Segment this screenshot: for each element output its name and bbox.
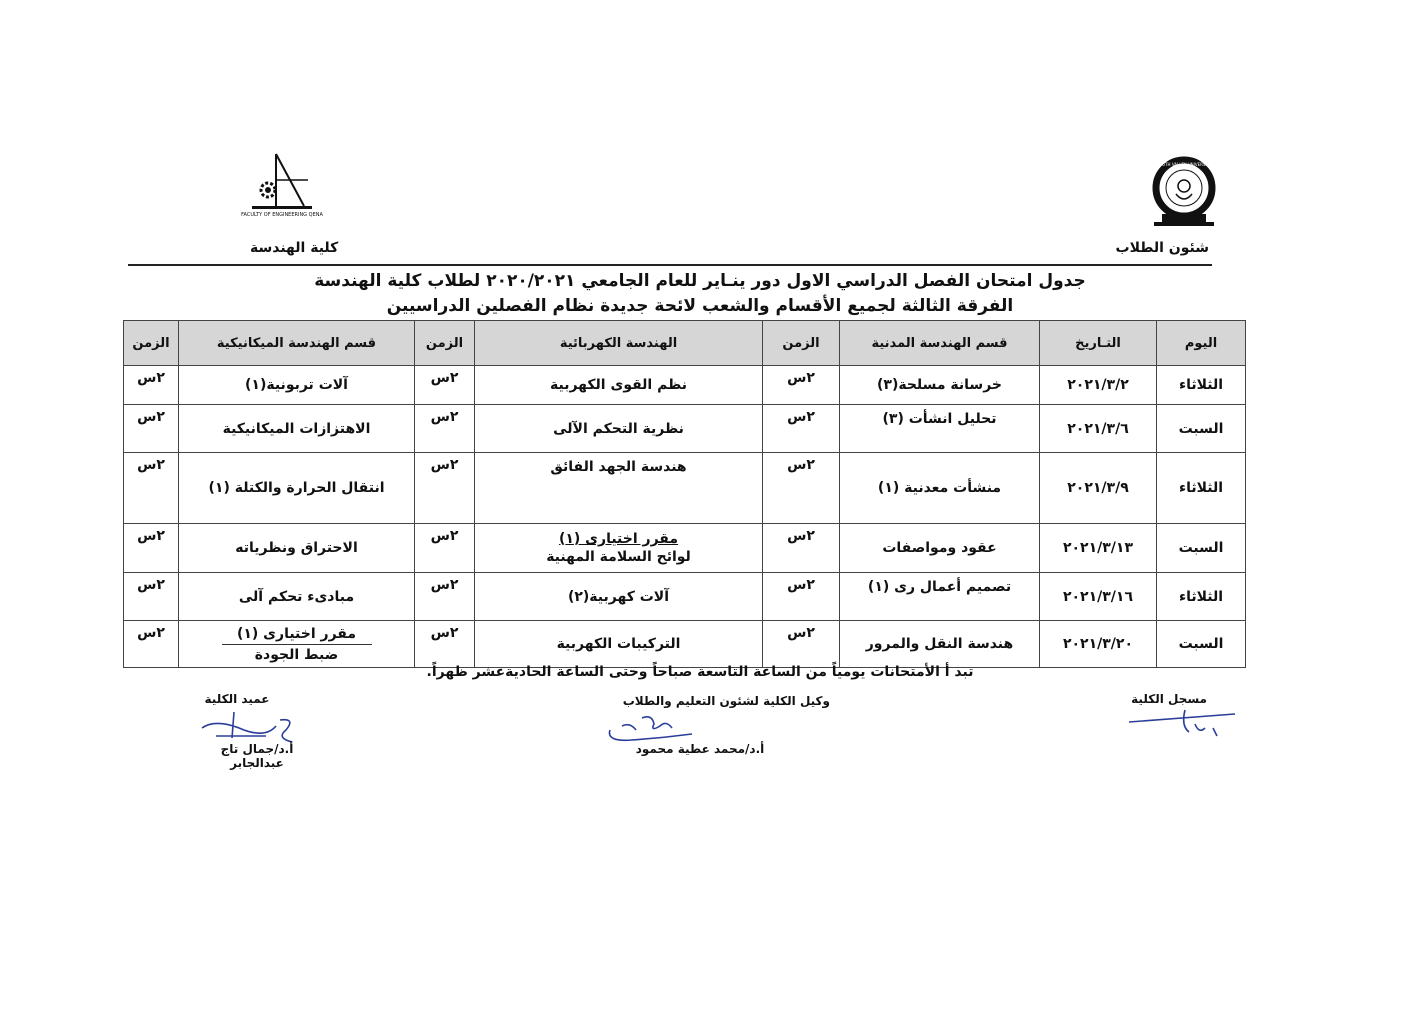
cell-date: ٢٠٢١/٣/٢ (1040, 366, 1157, 405)
cell-mechanical: مبادىء تحكم آلى (179, 573, 415, 621)
cell-electrical (475, 524, 763, 573)
cell-civil: منشأت معدنية (١) (840, 453, 1040, 524)
cell-duration: ٢س (124, 453, 179, 524)
table-header-row (124, 321, 1246, 366)
header-divider (128, 264, 1212, 266)
cell-date: ٢٠٢١/٣/٩ (1040, 453, 1157, 524)
cell-date: ٢٠٢١/٣/٦ (1040, 405, 1157, 453)
cell-duration: ٢س (415, 573, 475, 621)
exam-time-note: تبد أ الأمتحانات يومياً من الساعة التاسعة صباحاً وحتى الساعة الحاديةعشر ظهراً. (426, 664, 974, 680)
cell-mechanical: انتقال الحرارة والكتلة (١) (179, 453, 415, 524)
cell-civil: عقود ومواصفات (840, 524, 1040, 573)
cell-duration: ٢س (763, 405, 840, 453)
cell-duration: ٢س (415, 405, 475, 453)
table-row (124, 405, 1246, 453)
cell-civil: خرسانة مسلحة(٣) (840, 366, 1040, 405)
cell-civil: تحليل انشأت (٣) (840, 405, 1040, 453)
cell-duration: ٢س (124, 524, 179, 573)
cell-electrical: آلات كهربية(٢) (475, 573, 763, 621)
cell-mechanical: الاهتزازات الميكانيكية (179, 405, 415, 453)
header-civil: قسم الهندسة المدنية (840, 321, 1040, 366)
cell-electrical: التركيبات الكهربية (475, 621, 763, 668)
header-duration: الزمن (763, 321, 840, 366)
registrar-signature (1125, 706, 1241, 742)
document-subtitle: الفرقة الثالثة لجميع الأقسام والشعب لائحة جديدة نظام الفصلين الدراسيين (386, 296, 1014, 316)
cell-day: السبت (1157, 621, 1246, 668)
cell-day: السبت (1157, 524, 1246, 573)
table-row (124, 366, 1246, 405)
faculty-logo (241, 150, 323, 222)
cell-duration: ٢س (124, 366, 179, 405)
elective-course-label: مقرر اختيارى (١) (236, 625, 357, 642)
cell-date: ٢٠٢١/٣/١٣ (1040, 524, 1157, 573)
cell-day: الثلاثاء (1157, 366, 1246, 405)
elective-course-name: لوائح السلامة المهنية (546, 549, 691, 565)
cell-date: ٢٠٢١/٣/٢٠ (1040, 621, 1157, 668)
elective-course-label: مقرر اختيارى (١) (558, 531, 679, 547)
cell-duration: ٢س (124, 621, 179, 668)
registrar-title: مسجل الكلية (1131, 692, 1207, 706)
cell-day: السبت (1157, 405, 1246, 453)
university-logo (1146, 156, 1222, 234)
exam-schedule-table (123, 320, 1246, 668)
cell-day: الثلاثاء (1157, 573, 1246, 621)
cell-date: ٢٠٢١/٣/١٦ (1040, 573, 1157, 621)
cell-mechanical (179, 621, 415, 668)
university-logo-caption: SOUTH VALLEY UNIVERSITY (1156, 162, 1212, 167)
vice-dean-name: أ.د/محمد عطية محمود (635, 742, 765, 756)
student-affairs-label: شئون الطلاب (1115, 240, 1209, 256)
table-row (124, 621, 1246, 668)
table-row (124, 453, 1246, 524)
vice-dean-signature (602, 712, 698, 746)
cell-duration: ٢س (763, 573, 840, 621)
cell-electrical: هندسة الجهد الفائق (475, 453, 763, 524)
header-duration: الزمن (124, 321, 179, 366)
header-date: التـاريخ (1040, 321, 1157, 366)
cell-mechanical: آلات تربونية(١) (179, 366, 415, 405)
cell-electrical: نظم القوى الكهربية (475, 366, 763, 405)
cell-duration: ٢س (763, 366, 840, 405)
cell-duration: ٢س (415, 453, 475, 524)
dean-title: عميد الكلية (204, 692, 270, 706)
elective-course-name: ضبط الجودة (254, 646, 339, 663)
cell-divider-line (222, 644, 372, 645)
cell-civil: هندسة النقل والمرور (840, 621, 1040, 668)
cell-duration: ٢س (763, 524, 840, 573)
cell-duration: ٢س (415, 366, 475, 405)
cell-duration: ٢س (124, 405, 179, 453)
table-row (124, 573, 1246, 621)
header-mechanical: قسم الهندسة الميكانيكية (179, 321, 415, 366)
cell-duration: ٢س (763, 453, 840, 524)
table-row (124, 524, 1246, 573)
header-duration: الزمن (415, 321, 475, 366)
cell-duration: ٢س (415, 621, 475, 668)
header-electrical: الهندسة الكهربائية (475, 321, 763, 366)
cell-civil: تصميم أعمال رى (١) (840, 573, 1040, 621)
cell-mechanical: الاحتراق ونظرياته (179, 524, 415, 573)
cell-electrical: نظرية التحكم الآلى (475, 405, 763, 453)
dean-name: أ.د/جمال تاج عبدالجابر (220, 742, 294, 770)
cell-duration: ٢س (415, 524, 475, 573)
faculty-logo-caption: FACULTY OF ENGINEERING QENA (241, 212, 323, 218)
cell-duration: ٢س (124, 573, 179, 621)
cell-day: الثلاثاء (1157, 453, 1246, 524)
header-day: اليوم (1157, 321, 1246, 366)
vice-dean-title: وكيل الكلية لشئون التعليم والطلاب (622, 694, 830, 708)
faculty-label: كلية الهندسة (250, 240, 339, 256)
document-title: جدول امتحان الفصل الدراسي الاول دور ينـاير للعام الجامعي ٢٠٢٠/٢٠٢١ لطلاب كلية الهندسة (314, 271, 1086, 291)
cell-duration: ٢س (763, 621, 840, 668)
